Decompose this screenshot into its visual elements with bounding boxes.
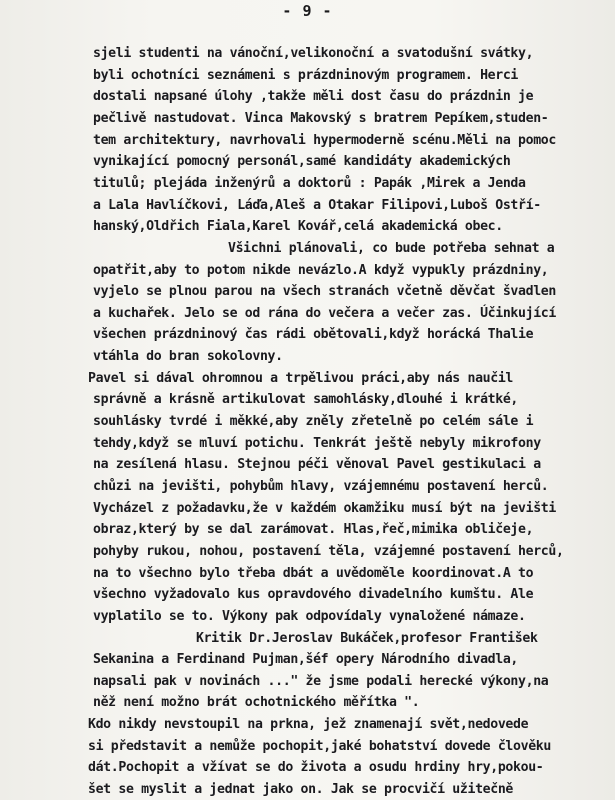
text-line: Vycházel z požadavku,že v každém okamžiku musí být na jevišti — [93, 500, 556, 516]
text-line: Všichni plánovali, co bude potřeba sehnat a — [228, 240, 555, 256]
text-line: něž není možno brát ochotnického měřítka ". — [93, 695, 420, 711]
text-line: souhlásky tvrdé i měkké,aby zněly zřetelně po celém sále i — [93, 414, 534, 429]
text-line: vynikající pomocný personál,samé kandidáty akademických — [93, 154, 511, 170]
text-line: opatřit,aby to potom nikde nevázlo.A když vypukly prázdniny, — [93, 262, 549, 278]
page-number: - 9 - — [282, 2, 333, 20]
text-line: správně a krásně artikulovat samohlásky,dlouhé i krátké, — [93, 392, 519, 408]
text-line: titulů; plejáda inženýrů a doktorů : Papák ,Mirek a Jenda — [93, 175, 526, 191]
text-line: Pavel si dával ohromnou a trpělivou práci,aby nás naučil — [88, 370, 514, 386]
text-line: Kritik Dr.Jeroslav Bukáček,profesor František — [196, 630, 538, 646]
text-line: všechno vyžadovalo kus opravdového divadelního kumštu. Ale — [93, 587, 534, 603]
text-line: tehdy,když se mluví potichu. Tenkrát ještě nebyly mikrofony — [93, 435, 541, 451]
text-line: šet se myslit a jednat jako on. Jak se procvičí užitečně — [88, 782, 514, 797]
text-line: byli ochotníci seznámeni s prázdninovým programem. Herci — [93, 67, 519, 83]
text-line: vyjelo se plnou parou na všech stranách včetně děvčat švadlen — [93, 284, 556, 300]
text-line: napsali pak v novinách ..." že jsme podali herecké výkony,na — [93, 673, 549, 689]
text-line: Kdo nikdy nevstoupil na prkna, jež znamenají svět,nedovede — [88, 717, 529, 733]
text-line: vtáhla do bran sokolovny. — [93, 349, 283, 365]
text-line: všechen prázdninový čas rádi obětovali,když horácká Thalie — [93, 327, 534, 343]
text-line: a Lala Havlíčkovi, Láďa,Aleš a Otakar Filipovi,Luboš Ostří- — [93, 197, 541, 213]
text-line: na to všechno bylo třeba dbát a uvědoměle koordinovat.A to — [93, 565, 534, 581]
text-line: dostali napsané úlohy ,takže měli dost času do prázdnin je — [93, 89, 534, 105]
text-line: si představit a nemůže pochopit,jaké bohatství dovede člověku — [88, 738, 551, 754]
text-line: Sekanina a Ferdinand Pujman,šéf opery Národního divadla, — [93, 652, 519, 668]
text-line: pohyby rukou, nohou, postavení těla, vzájemné postavení herců, — [93, 543, 564, 559]
text-line: pečlivě nastudovat. Vinca Makovský s bratrem Pepíkem,studen- — [93, 110, 549, 126]
text-line: hanský,Oldřich Fiala,Karel Kovář,celá akademická obec. — [93, 219, 503, 235]
text-line: sjeli studenti na vánoční,velikonoční a svatodušní svátky, — [93, 46, 534, 61]
text-line: chůzi na jevišti, pohybům hlavy, vzájemnému postavení herců. — [93, 478, 549, 494]
text-line: tem architektury, navrhovali hypermoderně scénu.Měli na pomoc — [93, 132, 556, 148]
text-line: a kuchařek. Jelo se od rána do večera a večer zas. Účinkující — [93, 305, 556, 321]
text-line: dát.Pochopit a vžívat se do života a osudu hrdiny hry,pokou- — [88, 760, 544, 776]
text-line: obraz,který by se dal zarámovat. Hlas,řeč,mimika obličeje, — [93, 522, 534, 538]
text-line: vyplatilo se to. Výkony pak odpovídaly vynaložené námaze. — [93, 608, 526, 624]
text-line: na zesílená hlasu. Stejnou péči věnoval Pavel gestikulaci a — [93, 457, 541, 473]
